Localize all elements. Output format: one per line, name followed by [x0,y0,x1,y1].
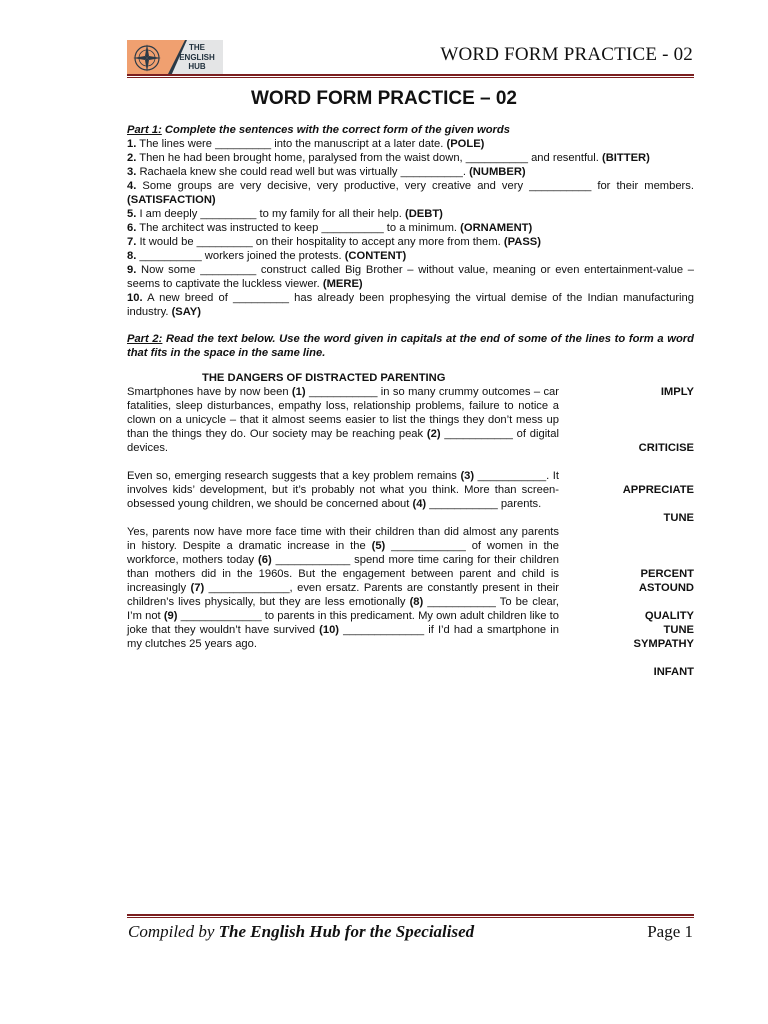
footer-credit-name: The English Hub for the Specialised [218,922,475,941]
question-number: 1. [127,138,137,150]
passage-text: ____________ spend more time caring for their children than mothers did in the 1960s. But the engagement between parent and child is increasingly [127,554,559,594]
question-text: It would be _________ on their hospitality to accept any more from them. [136,236,504,248]
passage [127,385,694,678]
question-number: 7. [127,236,137,248]
question-text: Some groups are very decisive, very productive, very creative and very __________ for their members. [136,180,694,192]
worksheet-content [127,123,694,678]
question-item [127,291,694,319]
cue-word: ASTOUND [638,582,694,594]
passage-paragraph [127,525,559,651]
question-word: (ORNAMENT) [460,222,533,234]
question-text: A new breed of _________ has already been prophesying the virtual demise of the Indian manufacturing industry. [127,292,694,318]
question-text: Rachaela knew she could read well but was virtually __________. [136,166,470,178]
cue-word: INFANT [653,666,694,678]
english-hub-logo [127,40,223,76]
cue-word: TUNE [663,624,694,636]
passage-text: ___________. It involves kids’ development, but it’s probably not what you think. More than screen-obsessed young children, we should be concerned about [127,470,560,510]
footer-rule [127,914,694,916]
header-rule [127,74,694,76]
header-rule-thin [127,77,694,78]
part1-heading [127,123,694,137]
part2-instruction: Read the text below. Use the word given in capitals at the end of some of the lines to form a word that fits in the space in the same line. [127,333,694,359]
passage-text: Even so, emerging research suggests that a key problem remains [127,470,461,482]
question-word: (MERE) [322,278,363,290]
footer-credit-prefix: Compiled by [128,922,219,941]
passage-text: ___________ parents. [426,498,542,510]
logo-line-the: THE [189,43,205,52]
logo-text [175,43,219,72]
question-item [127,249,694,263]
header-title: WORD FORM PRACTICE - 02 [440,44,693,65]
question-number: 3. [127,166,137,178]
passage-text: Smartphones have by now been [127,386,292,398]
question-word: (NUMBER) [469,166,526,178]
passage-title: THE DANGERS OF DISTRACTED PARENTING [202,372,446,384]
passage-body [127,385,694,651]
page-title: WORD FORM PRACTICE – 02 [250,88,518,109]
gap-number: (9) [163,610,178,622]
gap-number: (2) [426,428,441,440]
gap-number: (3) [460,470,475,482]
gap-number: (6) [258,554,272,566]
cue-word: CRITICISE [638,442,694,454]
question-number: 5. [127,208,137,220]
part2-label: Part 2: [127,333,163,345]
question-number: 8. [127,250,137,262]
question-word: (POLE) [446,138,485,150]
cue-word: APPRECIATE [622,484,694,496]
question-number: 9. [127,264,137,276]
question-number: 2. [127,152,137,164]
question-item [127,263,694,291]
part1-instruction: Complete the sentences with the correct form of the given words [161,124,510,136]
question-item [127,165,694,179]
part2-section [127,332,694,678]
question-text: Now some _________ construct called Big Brother – without value, meaning or even entertainment-value – seems to captivate the luckless viewer. [127,264,694,290]
part1-label: Part 1: [127,124,162,136]
gap-number: (7) [190,582,205,594]
question-word: (CONTENT) [344,250,407,262]
question-word: (SAY) [171,306,201,318]
passage-text: ____________ of women in the workforce, mothers today [127,540,560,566]
page-number: Page 1 [647,922,693,941]
cue-word: QUALITY [644,610,694,622]
gap-number: (5) [371,540,386,552]
cue-word: IMPLY [660,386,694,398]
question-text: I am deeply _________ to my family for all their help. [136,208,405,220]
question-number: 4. [127,180,137,192]
logo-line-english: ENGLISH [179,52,215,62]
passage-text: ___________ To be clear, I’m not [127,596,559,622]
footer-credit [128,922,474,942]
passage-text: Yes, parents now have more face time with their children than did almost any parents in history. Despite a dramatic increase in the [127,526,559,552]
question-item [127,221,694,235]
question-text: __________ workers joined the protests. [136,250,345,262]
question-word: (PASS) [503,236,541,248]
part2-heading [127,332,694,360]
logo-line-hub: HUB [188,62,206,71]
gap-number: (4) [412,498,427,510]
question-item [127,235,694,249]
passage-paragraph [127,469,559,511]
passage-text: _____________, even ersatz. Parents are constantly present in their children’s lives physically, but they are less emotionally [127,582,559,608]
question-word: (BITTER) [601,152,650,164]
cue-word: TUNE [663,512,694,524]
gap-number: (1) [291,386,306,398]
gap-number: (10) [319,624,340,636]
passage-text: _____________ to parents in this predicament. My own adult children like to joke that they wouldn’t have survived [127,610,559,636]
gap-number: (8) [409,596,424,608]
question-item [127,207,694,221]
question-text: The lines were _________ into the manuscript at a later date. [136,138,447,150]
question-word: (SATISFACTION) [127,194,216,206]
question-text: Then he had been brought home, paralysed from the waist down, __________ and resentful. [136,152,602,164]
question-item [127,179,694,207]
passage-paragraph [127,385,559,455]
cue-word: SYMPATHY [633,638,694,650]
question-word: (DEBT) [405,208,443,220]
passage-text: ___________ of digital devices. [127,428,559,454]
passage-text: ___________ in so many crummy outcomes – car fatalities, sleep disturbances, empathy loss, relationship problems, failure to notice a clown on a unicycle – that it almost seems easier to list the things they don’t mess up than the things they do. Our society may be reaching peak [127,386,559,440]
passage-text: _____________ if I’d had a smartphone in my clutches 25 years ago. [127,624,559,650]
question-item [127,137,694,151]
part1-question-list [127,137,694,319]
question-number: 6. [127,222,137,234]
cue-word: PERCENT [640,568,694,580]
question-number: 10. [127,292,143,304]
question-text: The architect was instructed to keep __________ to a minimum. [136,222,461,234]
question-item [127,151,694,165]
footer-rule-thin [127,917,694,918]
